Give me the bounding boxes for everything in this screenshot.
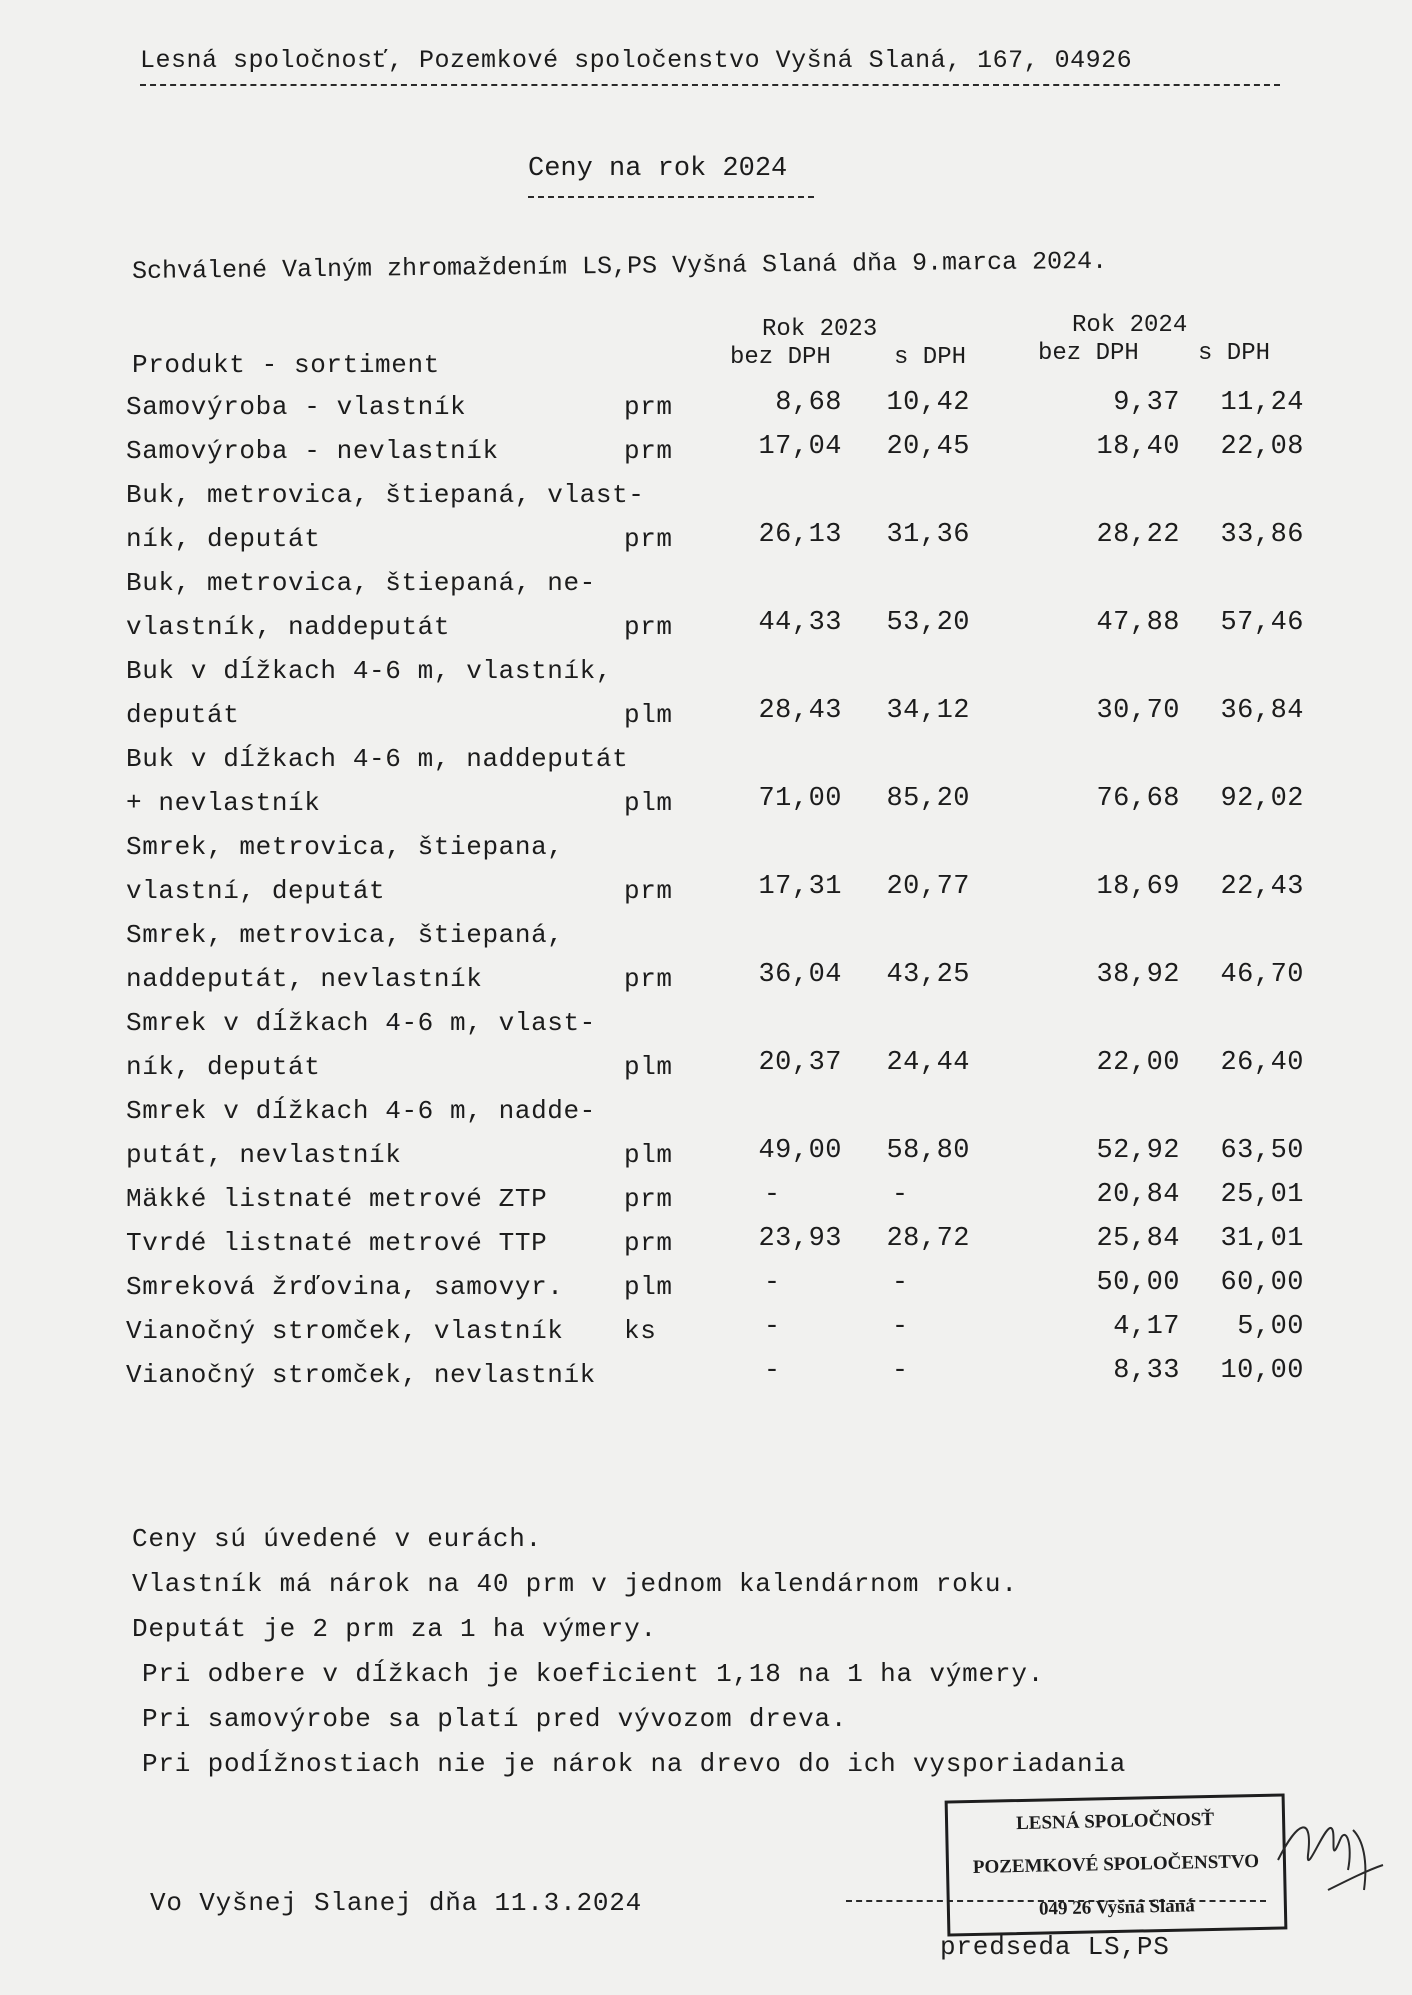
- row-7-label-line-1: naddeputát, nevlastník: [126, 964, 483, 994]
- row-9-unit: plm: [624, 1140, 673, 1170]
- row-10-s23: -: [891, 1180, 909, 1210]
- row-12-s23: -: [891, 1268, 909, 1298]
- row-7-s23: 43,25: [886, 960, 970, 990]
- note-line-5: Pri podĺžnostiach nie je nárok na drevo do ich vysporiadania: [142, 1749, 1127, 1779]
- row-14-label-line-0: Vianočný stromček, nevlastník: [126, 1360, 596, 1390]
- row-5-label-line-1: + nevlastník: [126, 788, 321, 818]
- row-2-label-line-0: Buk, metrovica, štiepaná, vlast-: [126, 480, 645, 510]
- s-dph-2023-header: s DPH: [894, 344, 967, 371]
- letterhead-underline: [140, 84, 1280, 86]
- stamp-line-3: 049 26 Vyšná Slaná: [1038, 1895, 1195, 1920]
- row-14-b23: -: [763, 1356, 781, 1386]
- row-5-s24: 92,02: [1220, 784, 1304, 814]
- row-11-s23: 28,72: [886, 1224, 970, 1254]
- row-8-label-line-0: Smrek v dĺžkach 4-6 m, vlast-: [126, 1008, 596, 1038]
- row-13-s23: -: [891, 1312, 909, 1342]
- row-1-b23: 17,04: [758, 432, 842, 462]
- row-1-b24: 18,40: [1096, 432, 1180, 462]
- row-3-label-line-1: vlastník, naddeputát: [126, 612, 451, 642]
- row-7-s24: 46,70: [1220, 960, 1304, 990]
- row-10-label-line-0: Mäkké listnaté metrové ZTP: [126, 1184, 548, 1214]
- row-13-label-line-0: Vianočný stromček, vlastník: [126, 1316, 564, 1346]
- row-0-unit: prm: [624, 392, 673, 422]
- row-0-b24: 9,37: [1113, 388, 1180, 418]
- row-4-b24: 30,70: [1096, 696, 1180, 726]
- row-13-unit: ks: [624, 1316, 657, 1346]
- row-3-b23: 44,33: [758, 608, 842, 638]
- row-8-label-line-1: ník, deputát: [126, 1052, 321, 1082]
- letterhead: Lesná spoločnosť, Pozemkové spoločenstvo Vyšná Slaná, 167, 04926: [140, 46, 1133, 75]
- row-2-b24: 28,22: [1096, 520, 1180, 550]
- note-line-1: Vlastník má nárok na 40 prm v jednom kalendárnom roku.: [132, 1569, 1018, 1599]
- row-3-label-line-0: Buk, metrovica, štiepaná, ne-: [126, 568, 596, 598]
- note-line-2: Deputát je 2 prm za 1 ha výmery.: [132, 1614, 657, 1644]
- row-12-b23: -: [763, 1268, 781, 1298]
- title-underline: [528, 196, 814, 198]
- s-dph-2024-header: s DPH: [1198, 340, 1271, 367]
- row-13-b24: 4,17: [1113, 1312, 1180, 1342]
- row-4-b23: 28,43: [758, 696, 842, 726]
- row-6-label-line-0: Smrek, metrovica, štiepana,: [126, 832, 564, 862]
- row-7-unit: prm: [624, 964, 673, 994]
- row-10-b23: -: [763, 1180, 781, 1210]
- row-7-label-line-0: Smrek, metrovica, štiepaná,: [126, 920, 564, 950]
- row-10-b24: 20,84: [1096, 1180, 1180, 1210]
- row-8-s24: 26,40: [1220, 1048, 1304, 1078]
- row-2-b23: 26,13: [758, 520, 842, 550]
- row-14-b24: 8,33: [1113, 1356, 1180, 1386]
- row-9-b24: 52,92: [1096, 1136, 1180, 1166]
- row-12-unit: plm: [624, 1272, 673, 1302]
- row-5-unit: plm: [624, 788, 673, 818]
- row-6-label-line-1: vlastní, deputát: [126, 876, 386, 906]
- company-stamp: [945, 1793, 1288, 1936]
- row-1-s24: 22,08: [1220, 432, 1304, 462]
- row-2-s24: 33,86: [1220, 520, 1304, 550]
- row-14-s23: -: [891, 1356, 909, 1386]
- row-0-label-line-0: Samovýroba - vlastník: [126, 392, 467, 422]
- row-2-unit: prm: [624, 524, 673, 554]
- row-12-s24: 60,00: [1220, 1268, 1304, 1298]
- stamp-line-2: POZEMKOVÉ SPOLOČENSTVO: [972, 1850, 1260, 1878]
- row-6-b24: 18,69: [1096, 872, 1180, 902]
- row-8-b23: 20,37: [758, 1048, 842, 1078]
- row-8-b24: 22,00: [1096, 1048, 1180, 1078]
- row-7-b23: 36,04: [758, 960, 842, 990]
- row-9-s24: 63,50: [1220, 1136, 1304, 1166]
- row-11-b23: 23,93: [758, 1224, 842, 1254]
- row-4-s23: 34,12: [886, 696, 970, 726]
- note-line-4: Pri samovýrobe sa platí pred vývozom dreva.: [142, 1704, 848, 1734]
- row-3-b24: 47,88: [1096, 608, 1180, 638]
- signatory-title: predseda LS,PS: [940, 1932, 1170, 1962]
- row-12-b24: 50,00: [1096, 1268, 1180, 1298]
- row-9-label-line-0: Smrek v dĺžkach 4-6 m, nadde-: [126, 1096, 596, 1126]
- place-and-date: Vo Vyšnej Slanej dňa 11.3.2024: [150, 1888, 643, 1918]
- row-11-b24: 25,84: [1096, 1224, 1180, 1254]
- row-9-label-line-1: putát, nevlastník: [126, 1140, 402, 1170]
- row-4-s24: 36,84: [1220, 696, 1304, 726]
- row-12-label-line-0: Smreková žrďovina, samovyr.: [126, 1272, 564, 1302]
- row-0-s24: 11,24: [1220, 388, 1304, 418]
- row-4-unit: plm: [624, 700, 673, 730]
- bez-dph-2023-header: bez DPH: [730, 344, 831, 371]
- row-3-unit: prm: [624, 612, 673, 642]
- row-4-label-line-0: Buk v dĺžkach 4-6 m, vlastník,: [126, 656, 613, 686]
- year-2024-header: Rok 2024: [1072, 312, 1188, 339]
- row-5-b24: 76,68: [1096, 784, 1180, 814]
- row-0-b23: 8,68: [775, 388, 842, 418]
- row-11-label-line-0: Tvrdé listnaté metrové TTP: [126, 1228, 548, 1258]
- row-10-unit: prm: [624, 1184, 673, 1214]
- row-5-s23: 85,20: [886, 784, 970, 814]
- row-1-unit: prm: [624, 436, 673, 466]
- approval-statement: Schválené Valným zhromaždením LS,PS Vyšná Slaná dňa 9.marca 2024.: [131, 246, 1108, 286]
- product-column-header: Produkt - sortiment: [132, 350, 440, 380]
- row-7-b24: 38,92: [1096, 960, 1180, 990]
- document-title: Ceny na rok 2024: [528, 154, 788, 184]
- row-8-unit: plm: [624, 1052, 673, 1082]
- row-6-s23: 20,77: [886, 872, 970, 902]
- bez-dph-2024-header: bez DPH: [1038, 340, 1139, 367]
- row-5-b23: 71,00: [758, 784, 842, 814]
- row-4-label-line-1: deputát: [126, 700, 240, 730]
- row-13-s24: 5,00: [1237, 1312, 1304, 1342]
- row-11-s24: 31,01: [1220, 1224, 1304, 1254]
- row-6-b23: 17,31: [758, 872, 842, 902]
- row-11-unit: prm: [624, 1228, 673, 1258]
- row-3-s24: 57,46: [1220, 608, 1304, 638]
- year-2023-header: Rok 2023: [762, 316, 878, 343]
- row-0-s23: 10,42: [886, 388, 970, 418]
- row-8-s23: 24,44: [886, 1048, 970, 1078]
- row-9-s23: 58,80: [886, 1136, 970, 1166]
- row-1-label-line-0: Samovýroba - nevlastník: [126, 436, 499, 466]
- row-10-s24: 25,01: [1220, 1180, 1304, 1210]
- row-14-s24: 10,00: [1220, 1356, 1304, 1386]
- note-line-0: Ceny sú úvedené v eurách.: [132, 1524, 543, 1554]
- row-6-s24: 22,43: [1220, 872, 1304, 902]
- row-5-label-line-0: Buk v dĺžkach 4-6 m, naddeputát: [126, 744, 629, 774]
- row-1-s23: 20,45: [886, 432, 970, 462]
- row-9-b23: 49,00: [758, 1136, 842, 1166]
- row-2-s23: 31,36: [886, 520, 970, 550]
- stamp-line-1: LESNÁ SPOLOČNOSŤ: [1015, 1808, 1215, 1834]
- handwritten-signature: [1268, 1800, 1388, 1910]
- row-6-unit: prm: [624, 876, 673, 906]
- row-3-s23: 53,20: [886, 608, 970, 638]
- row-2-label-line-1: ník, deputát: [126, 524, 321, 554]
- note-line-3: Pri odbere v dĺžkach je koeficient 1,18 na 1 ha výmery.: [142, 1659, 1045, 1689]
- row-13-b23: -: [763, 1312, 781, 1342]
